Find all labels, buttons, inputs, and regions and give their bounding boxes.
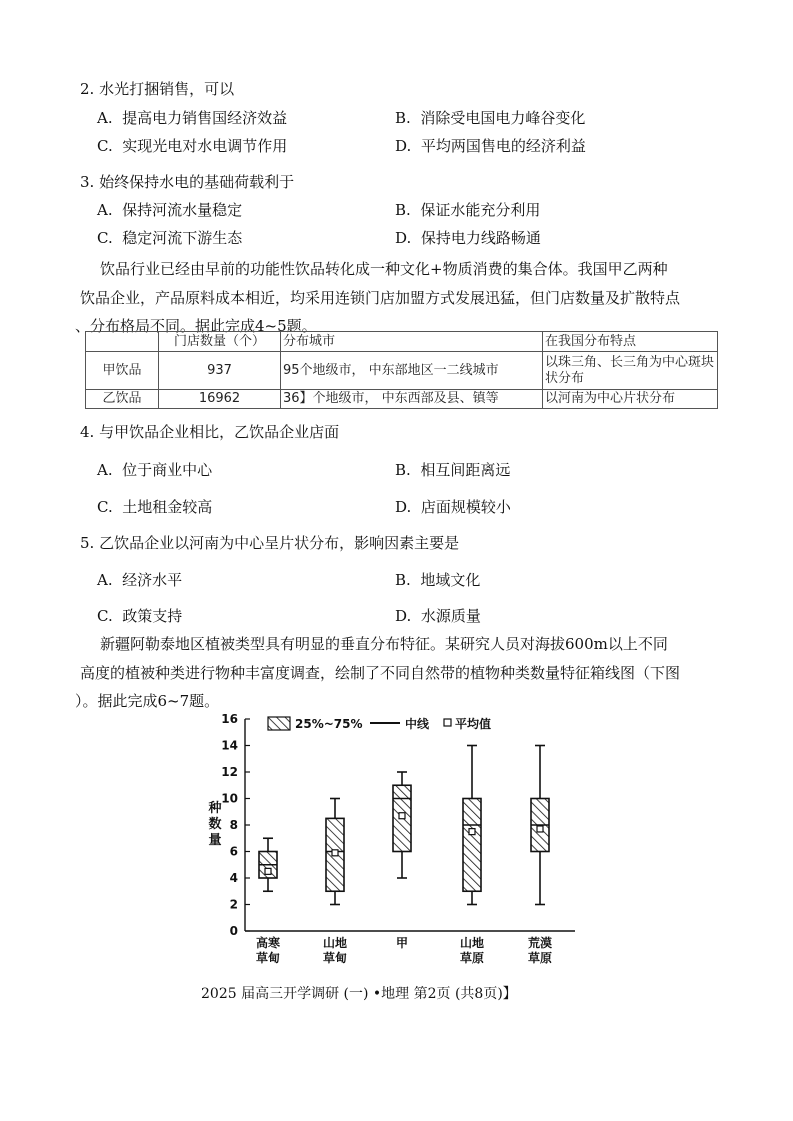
mean-marker	[469, 829, 475, 835]
passage-vegetation-line-1: 新疆阿勒泰地区植被类型具有明显的垂直分布特征。某研究人员对海拔600m以上不同	[100, 635, 668, 653]
table-header-cell: 在我国分布特点	[543, 332, 718, 352]
passage-vegetation-line-2: 高度的植被种类进行物种丰富度调查，绘制了不同自然带的植物种类数量特征箱线图（下图	[80, 663, 681, 682]
table-cell: 甲饮品	[86, 352, 159, 390]
x-category-label: 荒漠	[527, 936, 553, 950]
question-3-stem: 3. 始终保持水电的基础荷载利于	[80, 173, 295, 191]
table-header-cell	[86, 332, 159, 352]
legend-mean-label: 平均值	[455, 717, 492, 731]
table-header-cell: 门店数量（个）	[159, 332, 281, 352]
iqr-box	[326, 818, 344, 891]
y-axis-label-char: 数	[208, 817, 222, 832]
y-tick-label: 2	[229, 897, 238, 912]
x-category-label: 甲	[395, 936, 409, 950]
mean-marker	[332, 850, 338, 856]
legend-box-label: 25%~75%	[295, 717, 363, 731]
question-5-stem: 5. 乙饮品企业以河南为中心呈片状分布，影响因素主要是	[80, 534, 460, 552]
x-category-label: 高寒	[255, 936, 281, 950]
y-tick-label: 12	[221, 765, 238, 779]
question-2-stem: 2. 水光打捆销售，可以	[80, 80, 235, 98]
table-cell: 以珠三角、长三角为中心斑块状分布	[543, 352, 718, 390]
table-cell: 16962	[159, 390, 281, 409]
q3-option-c: C. 稳定河流下游生态	[97, 229, 243, 247]
iqr-box	[393, 785, 411, 851]
y-tick-label: 14	[221, 738, 238, 753]
mean-marker	[537, 826, 543, 832]
x-category-label: 山地	[459, 936, 485, 950]
passage-beverage	[75, 255, 730, 341]
question-4-stem: 4. 与甲饮品企业相比，乙饮品企业店面	[80, 423, 340, 441]
x-category-label: 草甸	[322, 951, 348, 965]
table-cell: 36】个地级市， 中东西部及县、镇等	[281, 390, 543, 409]
passage-beverage-line-1: 饮品行业已经由早前的功能性饮品转化成一种文化+物质消费的集合体。我国甲乙两种	[100, 260, 668, 278]
table-header-cell: 分布城市	[281, 332, 543, 352]
table-cell: 乙饮品	[86, 390, 159, 409]
q2-option-d: D. 平均两国售电的经济利益	[395, 137, 586, 155]
iqr-box	[463, 799, 481, 892]
q4-option-d: D. 店面规模较小	[395, 498, 511, 516]
page-footer: 2025 届高三开学调研 (一) •地理 第2页 (共8页)】	[201, 986, 517, 1002]
x-category-label: 草原	[527, 951, 553, 965]
y-tick-label: 4	[229, 871, 238, 885]
q5-option-a: A. 经济水平	[97, 571, 183, 589]
y-tick-label: 8	[229, 818, 238, 832]
passage-beverage-line-2: 饮品企业，产品原料成本相近，均采用连锁门店加盟方式发展迅猛，但门店数量及扩散特点	[80, 288, 681, 307]
table-cell: 95个地级市， 中东部地区一二线城市	[281, 352, 543, 390]
table-cell: 937	[159, 352, 281, 390]
y-tick-label: 0	[229, 924, 238, 938]
table-row	[86, 390, 718, 409]
q2-option-b: B. 消除受电国电力峰谷变化	[395, 109, 586, 127]
q5-option-b: B. 地域文化	[395, 571, 481, 589]
q5-option-d: D. 水源质量	[395, 607, 481, 625]
y-tick-label: 10	[221, 791, 238, 806]
beverage-table	[85, 331, 718, 409]
table-header-row	[86, 332, 718, 352]
q2-option-a: A. 提高电力销售国经济效益	[97, 109, 288, 127]
q2-option-c: C. 实现光电对水电调节作用	[97, 137, 288, 155]
passage-vegetation-line-3: ）。据此完成6~7题。	[75, 692, 220, 710]
table-cell: 以河南为中心片状分布	[543, 390, 718, 409]
legend-median-label: 中线	[405, 717, 430, 731]
x-category-label: 草甸	[255, 951, 281, 965]
q4-option-c: C. 土地租金较高	[97, 498, 213, 516]
passage-vegetation	[75, 630, 730, 716]
q3-option-b: B. 保证水能充分利用	[395, 201, 541, 219]
y-axis-label-char: 种	[208, 801, 222, 816]
q3-option-d: D. 保持电力线路畅通	[395, 229, 541, 247]
mean-marker	[265, 868, 271, 874]
q4-option-b: B. 相互间距离远	[395, 461, 511, 479]
y-axis-label-char: 量	[208, 833, 222, 848]
x-category-label: 草原	[459, 951, 485, 965]
iqr-box	[259, 852, 277, 879]
y-tick-label: 16	[221, 712, 238, 726]
legend-mean-swatch	[444, 719, 451, 726]
q3-option-a: A. 保持河流水量稳定	[97, 201, 243, 219]
mean-marker	[399, 813, 405, 819]
q5-option-c: C. 政策支持	[97, 607, 183, 625]
iqr-box	[531, 799, 549, 852]
passage-beverage-line-3: 、分布格局不同。据此完成4~5题。	[75, 317, 317, 335]
q4-option-a: A. 位于商业中心	[97, 461, 213, 479]
x-category-label: 山地	[322, 936, 348, 950]
y-tick-label: 6	[229, 844, 238, 859]
table-row	[86, 352, 718, 390]
legend-box-swatch	[268, 717, 290, 730]
